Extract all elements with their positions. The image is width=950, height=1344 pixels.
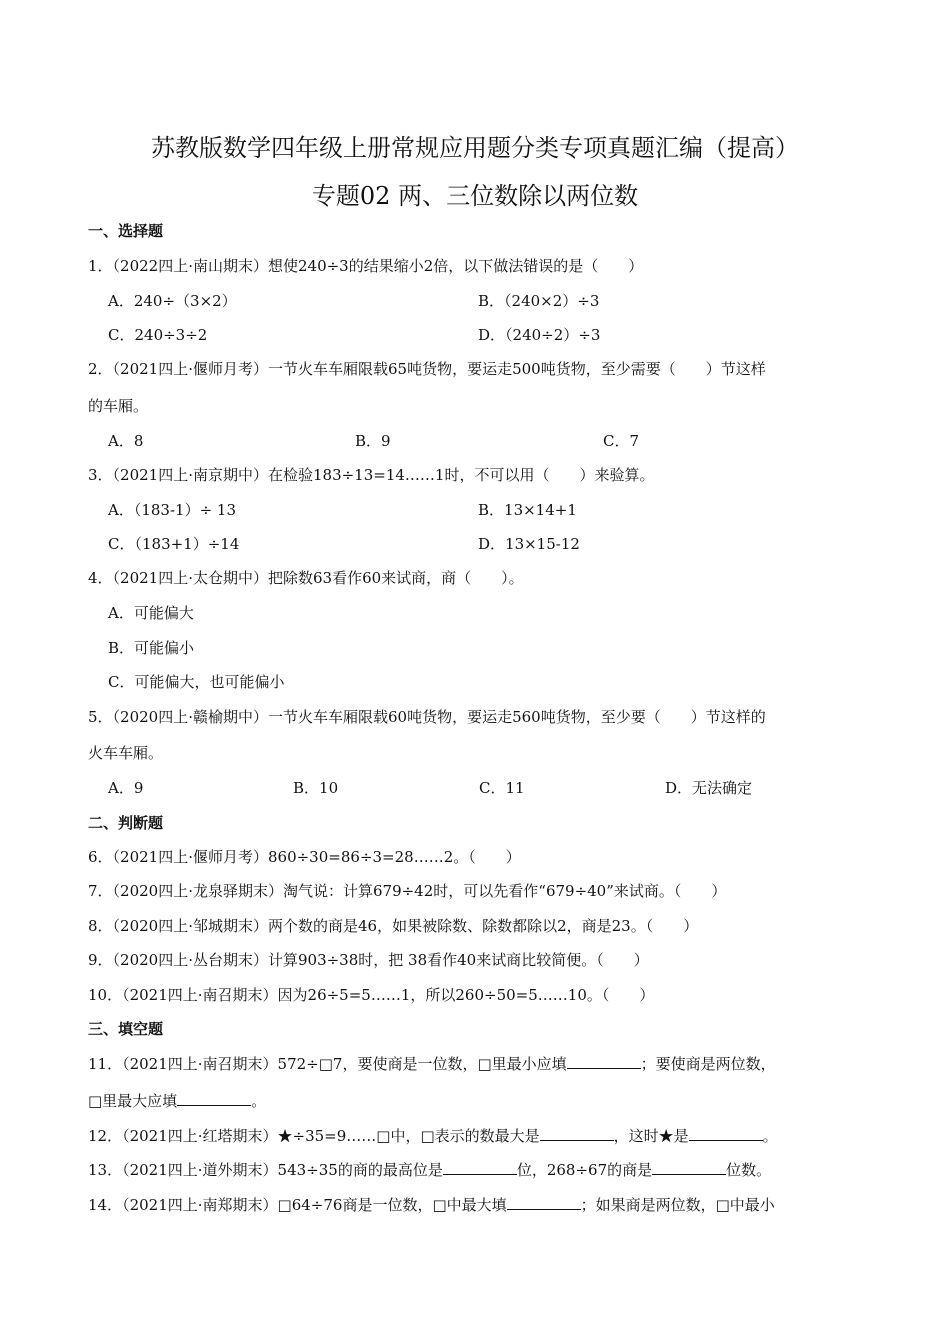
q5-option-b: B．10 [293,779,339,797]
q11-text-4: 。 [251,1092,267,1110]
q12-text-1: 12．（2021四上·红塔期末）★÷35=9……□中，□表示的数最大是 [88,1127,540,1145]
q11-text-2: ；要使商是两位数， [640,1055,776,1073]
q11-text-3: □里最大应填 [88,1092,178,1110]
question-2: 2．（2021四上·偃师月考）一节火车车厢限载65吨货物，要运走500吨货物，至少需要（ ）节这样 [88,360,766,378]
section-judge: 二、判断题 [88,814,164,832]
answer-blank[interactable] [443,1160,517,1175]
document-subtitle: 专题02 两、三位数除以两位数 [311,182,639,210]
q2-option-b: B．9 [355,432,391,450]
q14-text-2: ；如果商是两位数，□中最小 [580,1196,775,1214]
question-13 [88,1159,771,1180]
question-14 [88,1194,775,1215]
q3-option-a: A．（183-1）÷ 13 [108,501,236,519]
q5-option-a: A．9 [108,779,144,797]
question-11 [88,1053,776,1074]
q1-option-a: A．240÷（3×2） [108,292,237,310]
answer-blank[interactable] [540,1126,614,1141]
q1-option-b: B．（240×2）÷3 [478,292,600,310]
q12-text-2: ，这时★是 [613,1127,689,1145]
section-fill: 三、填空题 [88,1020,164,1038]
q3-option-c: C．（183+1）÷14 [108,535,240,553]
q13-text-1: 13．（2021四上·道外期末）543÷35的商的最高位是 [88,1161,443,1179]
q13-text-2: 位，268÷67的商是 [516,1161,653,1179]
document-title: 苏教版数学四年级上册常规应用题分类专项真题汇编（提高） [151,134,799,162]
q14-text-1: 14．（2021四上·南郑期末）□64÷76商是一位数，□中最大填 [88,1196,507,1214]
question-7: 7．（2020四上·龙泉驿期末）淘气说：计算679÷42时，可以先看作“679÷40”来试商。（ ） [88,882,727,900]
q3-option-b: B．13×14+1 [478,501,577,519]
section-choice: 一、选择题 [88,222,164,240]
q5-option-d: D．无法确定 [665,779,753,797]
question-5-cont: 火车车厢。 [88,744,164,762]
question-9: 9．（2020四上·丛台期末）计算903÷38时，把 38看作40来试商比较简便。（ ） [88,951,649,969]
q4-option-b: B．可能偏小 [108,639,195,657]
answer-blank[interactable] [177,1091,251,1106]
question-10: 10．（2021四上·南召期末）因为26÷5=5……1，所以260÷50=5……10。（ ） [88,986,655,1004]
answer-blank[interactable] [507,1195,581,1210]
q12-text-3: 。 [762,1127,778,1145]
q4-option-a: A．可能偏大 [108,604,194,622]
q4-option-c: C．可能偏大，也可能偏小 [108,673,285,691]
question-12 [88,1125,778,1146]
question-5: 5．（2020四上·赣榆期中）一节火车车厢限载60吨货物，要运走560吨货物，至少要（ ）节这样的 [88,708,766,726]
question-1: 1．（2022四上·南山期末）想使240÷3的结果缩小2倍，以下做法错误的是（ ） [88,257,644,275]
q5-option-c: C．11 [479,779,525,797]
q2-option-a: A．8 [108,432,144,450]
question-2-cont: 的车厢。 [88,397,149,415]
q2-option-c: C．7 [603,432,640,450]
q3-option-d: D．13×15-12 [478,535,580,553]
q1-option-c: C．240÷3÷2 [108,326,208,344]
q11-text-1: 11．（2021四上·南召期末）572÷□7，要使商是一位数，□里最小应填 [88,1055,567,1073]
question-4: 4．（2021四上·太仓期中）把除数63看作60来试商，商（ ）。 [88,569,524,587]
question-6: 6．（2021四上·偃师月考）860÷30=86÷3=28……2。（ ） [88,848,521,866]
question-8: 8．（2020四上·邹城期末）两个数的商是46，如果被除数、除数都除以2，商是23。（ ） [88,917,699,935]
q1-option-d: D．（240÷2）÷3 [478,326,601,344]
q13-text-3: 位数。 [726,1161,772,1179]
answer-blank[interactable] [567,1054,641,1069]
answer-blank[interactable] [689,1126,763,1141]
question-3: 3．（2021四上·南京期中）在检验183÷13=14……1时，不可以用（ ）来验算。 [88,466,655,484]
answer-blank[interactable] [652,1160,726,1175]
question-11-cont [88,1090,266,1111]
